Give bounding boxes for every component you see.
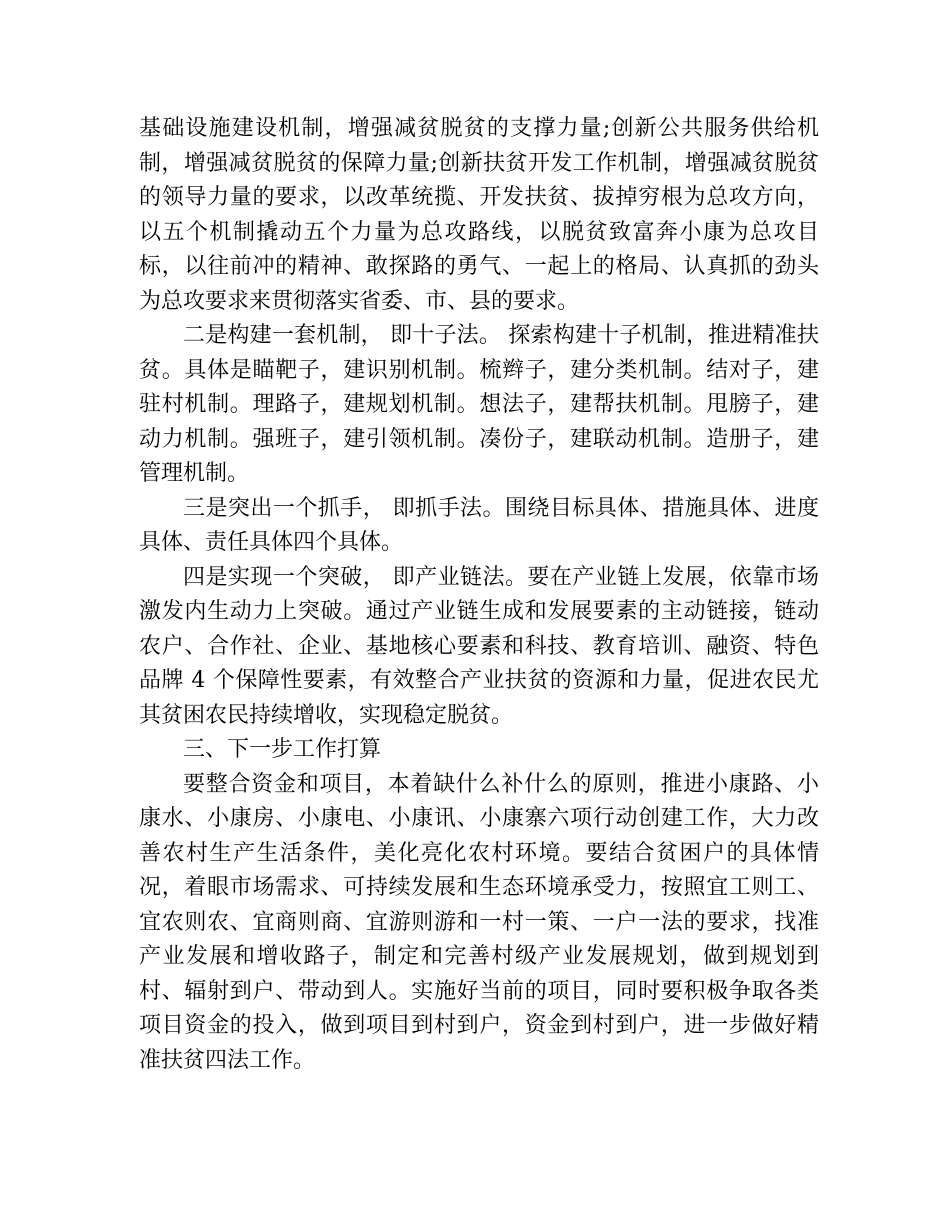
paragraph-next-steps-plan: 要整合资金和项目，本着缺什么补什么的原则，推进小康路、小康水、小康房、小康电、小康讯、小康寨六项行动创建工作，大力改善农村生产生活条件，美化亮化农村环境。要结合贫困户的具体情况，着眼市场需求、可持续发展和生态环境承受力，按照宜工则工、宜农则农、宜商则商、宜游则游和一村一策、一户一法的要求，找准产业发展和增收路子，制定和完善村级产业发展规划，做到规划到村、辐射到户、带动到人。实施好当前的项目，同时要积极争取各类项目资金的投入，做到项目到村到户，资金到村到户，进一步做好精准扶贫四法工作。: [139, 771, 819, 1073]
document-page: [139, 112, 819, 1078]
paragraph-industry-chain-method: 四是实现一个突破， 即产业链法。要在产业链上发展，依靠市场激发内生动力上突破。通过产业链生成和发展要素的主动链接，链动农户、合作社、企业、基地核心要素和科技、教育培训、融资、特色品牌 4 个保障性要素，有效整合产业扶贫的资源和力量，促进农民尤其贫困农民持续增收，实现稳定脱贫。: [139, 564, 819, 728]
paragraph-infrastructure-mechanism: 基础设施建设机制，增强减贫脱贫的支撑力量;创新公共服务供给机制，增强减贫脱贫的保障力量;创新扶贫开发工作机制，增强减贫脱贫的领导力量的要求，以改革统揽、开发扶贫、拔掉穷根为总攻方向，以五个机制撬动五个力量为总攻路线，以脱贫致富奔小康为总攻目标，以往前冲的精神、敢探路的勇气、一起上的格局、认真抓的劲头为总攻要求来贯彻落实省委、市、县的要求。: [139, 116, 819, 314]
paragraph-ten-zi-method: 二是构建一套机制， 即十子法。 探索构建十子机制，推进精准扶贫。具体是瞄靶子，建识别机制。梳辫子，建分类机制。结对子，建驻村机制。理路子，建规划机制。想法子，建帮扶机制。甩膀子，建动力机制。强班子，建引领机制。凑份子，建联动机制。造册子，建管理机制。: [139, 323, 819, 486]
paragraph-grasp-method: 三是突出一个抓手， 即抓手法。围绕目标具体、措施具体、进度具体、责任具体四个具体。: [139, 495, 819, 555]
section-heading-next-steps: 三、下一步工作打算: [183, 737, 382, 762]
